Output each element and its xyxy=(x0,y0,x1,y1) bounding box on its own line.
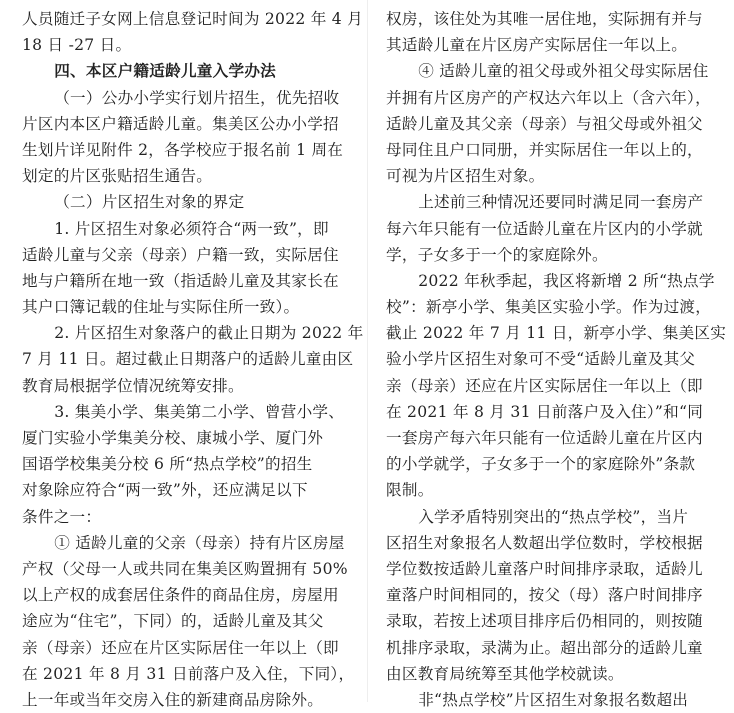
text-line: 适龄儿童与父亲（母亲）户籍一致，实际居住 xyxy=(22,245,339,264)
text-line: 截止 2022 年 7 月 11 日，新亭小学、集美区实 xyxy=(386,324,727,343)
text-line: 验小学片区招生对象可不受“适龄儿童及其父 xyxy=(386,350,696,369)
text-line: 产权（父母一人或共同在集美区购置拥有 50% xyxy=(22,559,348,578)
text-line: 亲（母亲）还应在片区实际居住一年以上（即 xyxy=(22,638,339,657)
text-line: 2022 年秋季起，我区将新增 2 所“热点学 xyxy=(418,271,715,290)
text-line: 机排序录取，录满为止。超出部分的适龄儿童 xyxy=(386,638,703,657)
text-line: 一套房产每六年只能有一位适龄儿童在片区内 xyxy=(386,429,703,447)
text-line: （二）片区招生对象的界定 xyxy=(54,193,245,212)
text-line: 每六年只能有一位适龄儿童在片区内的小学就 xyxy=(386,219,703,238)
text-line: 国语学校集美分校 6 所“热点学校”的招生 xyxy=(22,455,313,474)
text-line: ① 适龄儿童的父亲（母亲）持有片区房屋 xyxy=(54,533,345,552)
text-line: 人员随迁子女网上信息登记时间为 2022 年 4 月 xyxy=(22,10,364,28)
text-line: 上述前三种情况还要同时满足同一套房产 xyxy=(418,193,704,212)
text-line: 其户口簿记载的住址与实际住所一致）。 xyxy=(22,298,300,317)
text-line: （一）公办小学实行划片招生，优先招收 xyxy=(54,88,340,107)
text-line: 对象除应符合“两一致”外，还应满足以下 xyxy=(22,481,308,500)
text-line: 学位数按适龄儿童落户时间排序录取，适龄儿 xyxy=(386,559,703,578)
column-divider xyxy=(367,0,368,702)
right-text-column xyxy=(386,0,727,713)
text-line: 在 2021 年 8 月 31 日前落户及入住，下同）， xyxy=(22,664,355,683)
text-line: 划定的片区张贴招生通告。 xyxy=(22,167,213,186)
text-line: 厦门实验小学集美分校、康城小学、厦门外 xyxy=(22,429,324,447)
text-line: 片区内本区户籍适龄儿童。集美区公办小学招 xyxy=(22,114,339,133)
text-line: 3. 集美小学、集美第二小学、曾营小学、 xyxy=(54,402,345,421)
text-line: 7 月 11 日。超过截止日期落户的适龄儿童由区 xyxy=(22,350,354,369)
text-line: 18 日 -27 日。 xyxy=(22,36,132,55)
section-heading: 四、本区户籍适龄儿童入学办法 xyxy=(54,61,277,81)
text-line: 条件之一： xyxy=(22,507,102,526)
text-line: 其适龄儿童在片区房产实际居住一年以上。 xyxy=(386,36,688,55)
text-line: 1. 片区招生对象必须符合“两一致”，即 xyxy=(54,219,329,238)
text-line: 教育局根据学位情况统筹安排。 xyxy=(22,376,244,395)
text-line: 的小学就学，子女多于一个的家庭除外”条款 xyxy=(386,455,696,474)
text-line: 可视为片区招生对象。 xyxy=(386,167,545,186)
text-line: 限制。 xyxy=(386,481,434,500)
text-line: 并拥有片区房产的产权达六年以上（含六年）， xyxy=(386,88,711,107)
text-line: 适龄儿童及其父亲（母亲）与祖父母或外祖父 xyxy=(386,114,703,133)
text-line: 校”：新亭小学、集美区实验小学。作为过渡， xyxy=(386,298,712,317)
text-line: 地与户籍所在地一致（指适龄儿童及其家长在 xyxy=(22,271,339,290)
text-line: 入学矛盾特别突出的“热点学校”，当片 xyxy=(418,507,689,526)
text-line: 由区教育局统筹至其他学校就读。 xyxy=(386,664,624,683)
text-line: 上一年或当年交房入住的新建商品房除外。 xyxy=(22,690,324,709)
text-line: 区招生对象报名人数超出学位数时，学校根据 xyxy=(386,533,703,552)
text-line: 2. 片区招生对象落户的截止日期为 2022 年 xyxy=(54,324,364,343)
text-line: 生划片详见附件 2，各学校应于报名前 1 周在 xyxy=(22,140,344,159)
text-line: ④ 适龄儿童的祖父母或外祖父母实际居住 xyxy=(418,62,709,81)
left-text-column xyxy=(22,0,364,713)
text-line: 童落户时间相同的，按父（母）落户时间排序 xyxy=(386,586,703,605)
text-line: 学，子女多于一个的家庭除外。 xyxy=(386,245,608,264)
text-line: 途应为“住宅”，下同）的，适龄儿童及其父 xyxy=(22,612,324,631)
text-line: 母同住且户口同册，并实际居住一年以上的， xyxy=(386,140,703,159)
text-line: 亲（母亲）还应在片区实际居住一年以上（即 xyxy=(386,376,703,395)
text-line: 权房，该住处为其唯一居住地，实际拥有并与 xyxy=(386,10,703,28)
text-line: 录取，若按上述项目排序后仍相同的，则按随 xyxy=(386,612,703,631)
text-line: 以上产权的成套居住条件的商品住房，房屋用 xyxy=(22,586,339,605)
text-line: 在 2021 年 8 月 31 日前落户及入住）”和“同 xyxy=(386,402,704,421)
text-line: 非“热点学校”片区招生对象报名数超出 xyxy=(418,690,689,709)
